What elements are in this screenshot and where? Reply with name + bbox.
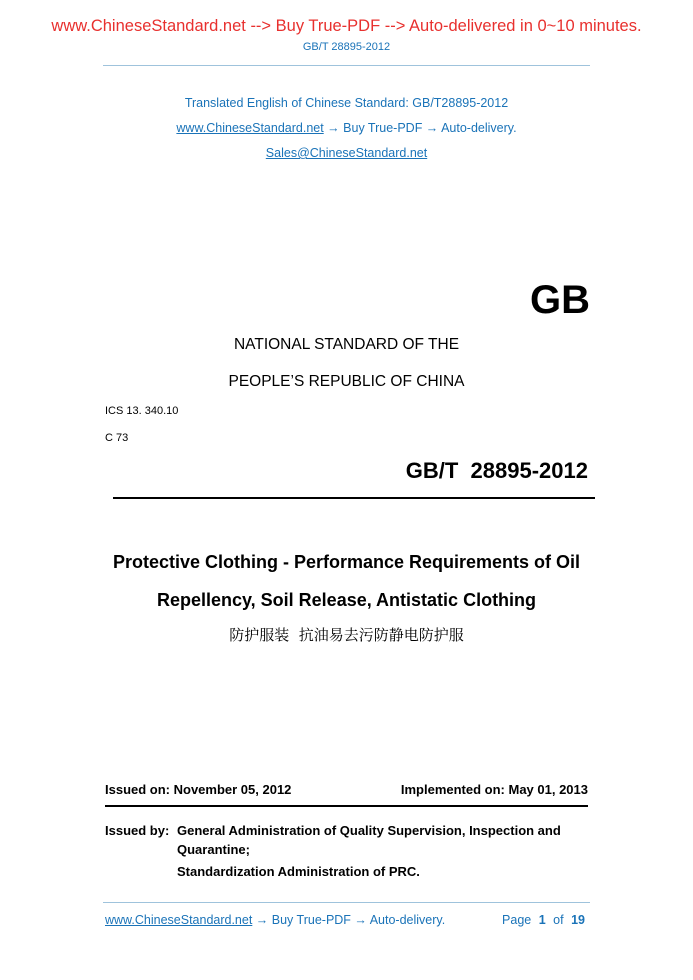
top-banner[interactable]: www.ChineseStandard.net --> Buy True-PDF --> Auto-delivered in 0~10 minutes. xyxy=(51,17,642,35)
title-line2: Repellency, Soil Release, Antistatic Clothing xyxy=(156,590,537,610)
footer-divider xyxy=(103,902,590,903)
translated-note: Translated English of Chinese Standard: GB/T28895-2012 xyxy=(184,96,509,110)
issuer-aqsiq-line2: Quarantine; xyxy=(177,842,250,857)
site-link-line xyxy=(0,121,693,135)
national-standard-line1: NATIONAL STANDARD OF THE xyxy=(233,336,460,353)
title-line1: Protective Clothing - Performance Requirements of Oil xyxy=(112,552,581,572)
footer-site-link[interactable]: www.ChineseStandard.net xyxy=(105,913,253,927)
page-label: Page xyxy=(502,913,532,927)
footer-buy-text: → Buy True-PDF → Auto-delivery. xyxy=(252,913,446,927)
header-divider xyxy=(103,65,590,66)
gb-mark: GB xyxy=(530,278,590,322)
page-indicator xyxy=(502,913,585,927)
title-chinese: 防护服装 抗油易去污防静电防护服 xyxy=(229,626,464,644)
implemented-on: Implemented on: May 01, 2013 xyxy=(400,782,588,797)
email-link[interactable]: Sales@ChineseStandard.net xyxy=(265,146,428,160)
page-of: of xyxy=(553,913,564,927)
email-line xyxy=(0,146,693,160)
issuer-sac: Standardization Administration of PRC. xyxy=(177,864,420,879)
page-total: 19 xyxy=(571,913,585,927)
issued-by-label: Issued by: xyxy=(105,823,170,838)
ccs-code: C 73 xyxy=(105,432,129,444)
national-standard-line2: PEOPLE’S REPUBLIC OF CHINA xyxy=(228,373,465,390)
ics-code: ICS 13. 340.10 xyxy=(105,405,179,417)
site-link[interactable]: www.ChineseStandard.net xyxy=(176,121,324,135)
footer-link-line xyxy=(105,913,445,927)
dates-divider xyxy=(105,805,588,807)
standard-code: GB/T 28895-2012 xyxy=(405,458,588,483)
code-underline xyxy=(113,497,595,499)
issuer-aqsiq-line1: General Administration of Quality Supervision, Inspection and xyxy=(177,823,561,838)
buy-text: → Buy True-PDF → Auto-delivery. xyxy=(323,121,517,135)
issued-on: Issued on: November 05, 2012 xyxy=(105,782,292,797)
page-current: 1 xyxy=(538,913,546,927)
header-standard-number: GB/T 28895-2012 xyxy=(302,41,391,53)
